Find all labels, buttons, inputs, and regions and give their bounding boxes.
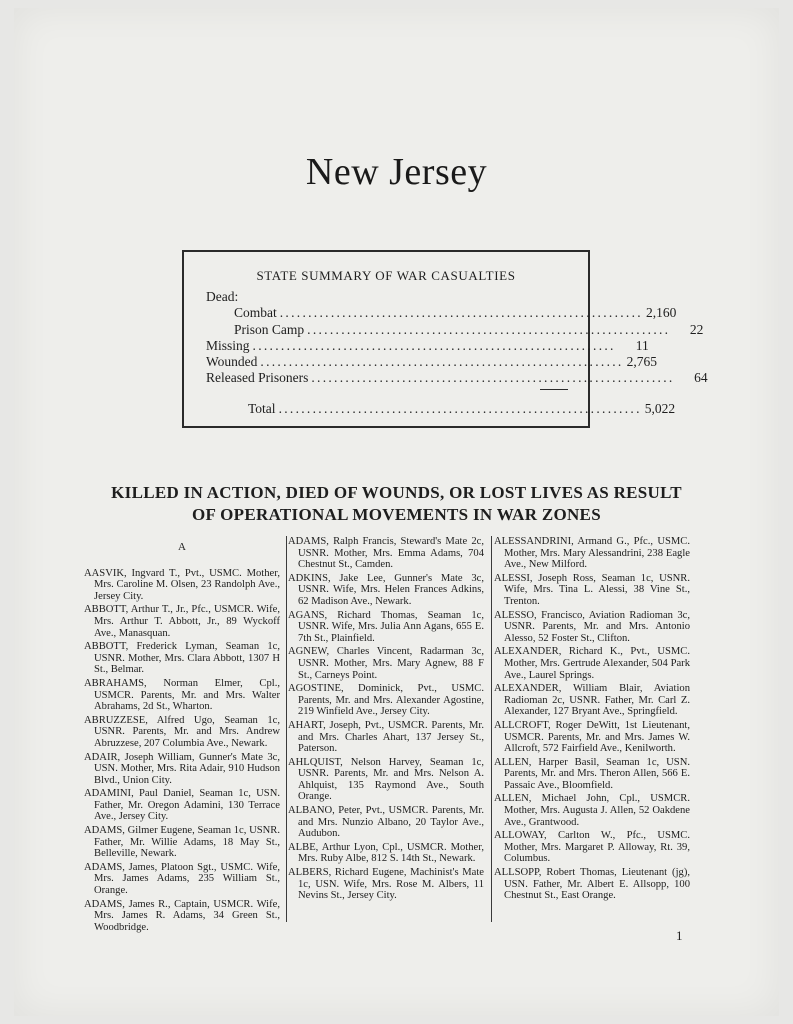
list-item: ALESSO, Francisco, Aviation Radioman 3c, USNR. Parents, Mr. and Mrs. Antonio Alesso, 52 Foster St., Clifton. (494, 609, 690, 644)
section-heading (60, 482, 733, 526)
list-item: AGNEW, Charles Vincent, Radarman 3c, USNR. Mother, Mrs. Mary Agnew, 88 F St., Carneys Point. (288, 646, 484, 681)
summary-value: 11 (635, 338, 649, 353)
list-item: ADKINS, Jake Lee, Gunner's Mate 3c, USNR. Wife, Mrs. Helen Frances Adkins, 62 Madison Ave., Newark. (288, 572, 484, 607)
leader-dots: ................................................................ (307, 322, 671, 337)
total-rule (540, 389, 568, 390)
list-item: ALESSI, Joseph Ross, Seaman 1c, USNR. Wife, Mrs. Tina L. Alessi, 38 Vine St., Trenton. (494, 572, 690, 607)
summary-label: Prison Camp (234, 322, 305, 337)
list-item: ALBANO, Peter, Pvt., USMCR. Parents, Mr. and Mrs. Nunzio Albano, 20 Taylor Ave., Audubon. (288, 805, 484, 840)
casualty-column-1 (84, 536, 280, 935)
summary-value: 64 (694, 370, 708, 385)
summary-row-missing (206, 338, 649, 355)
list-item: ABRUZZESE, Alfred Ugo, Seaman 1c, USNR. Parents, Mr. and Mrs. Andrew Abruzzese, 207 Columbia Ave., Newark. (84, 714, 280, 749)
section-heading-line-1: KILLED IN ACTION, DIED OF WOUNDS, OR LOST LIVES AS RESULT (111, 483, 682, 502)
summary-value: 2,765 (626, 354, 657, 369)
column-divider (286, 536, 287, 922)
summary-dead-label: Dead: (206, 289, 239, 304)
summary-label: Wounded (206, 354, 258, 369)
summary-row-wounded (206, 354, 657, 371)
summary-label: Total (248, 401, 276, 416)
list-item: ADAIR, Joseph William, Gunner's Mate 3c, USN. Mother, Mrs. Rita Adair, 910 Hudson Blvd., Union City. (84, 751, 280, 786)
page-number: 1 (676, 928, 683, 943)
leader-dots: ................................................................ (260, 354, 624, 369)
summary-heading: STATE SUMMARY OF WAR CASUALTIES (256, 268, 516, 283)
list-item: ALESSANDRINI, Armand G., Pfc., USMC. Mother, Mrs. Mary Alessandrini, 238 Eagle Ave., New Milford. (494, 536, 690, 571)
summary-value: 22 (689, 322, 704, 337)
list-item: AGANS, Richard Thomas, Seaman 1c, USNR. Wife, Mrs. Julia Ann Agans, 655 E. 7th St., Plainfield. (288, 609, 484, 644)
list-item: AHART, Joseph, Pvt., USMCR. Parents, Mr. and Mrs. Charles Ahart, 137 Jersey St., Paterson. (288, 719, 484, 755)
casualty-column-2 (288, 536, 484, 904)
list-item: AGOSTINE, Dominick, Pvt., USMC. Parents, Mr. and Mrs. Alexander Agostine, 219 Winfield Ave., Jersey City. (288, 683, 484, 718)
leader-dots: ................................................................ (279, 305, 643, 320)
casualty-column-3 (494, 536, 690, 904)
list-item: AHLQUIST, Nelson Harvey, Seaman 1c, USNR. Parents, Mr. and Mrs. Nelson A. Ahlquist, 135 Raymond Ave., South Orange. (288, 756, 484, 803)
leader-dots: ................................................................ (278, 401, 642, 416)
list-item: AASVIK, Ingvard T., Pvt., USMC. Mother, Mrs. Caroline M. Olsen, 23 Randolph Ave., Jersey City. (84, 567, 280, 602)
list-item: ABRAHAMS, Norman Elmer, Cpl., USMCR. Parents, Mr. and Mrs. Walter Abrahams, 2d St., Wharton. (84, 677, 280, 713)
column-divider (491, 536, 492, 922)
page-title: New Jersey (305, 151, 488, 193)
list-item: ADAMS, Gilmer Eugene, Seaman 1c, USNR. Father, Mr. Willie Adams, 18 May St., Belleville, Newark. (84, 825, 280, 860)
alphabet-letter: A (178, 541, 186, 553)
list-item: ADAMS, Ralph Francis, Steward's Mate 2c, USNR. Mother, Mrs. Emma Adams, 704 Chestnut St., Camden. (288, 536, 484, 571)
list-item: ALLOWAY, Carlton W., Pfc., USMC. Mother, Mrs. Margaret P. Alloway, Rt. 39, Columbus. (494, 830, 690, 865)
summary-label: Combat (234, 305, 277, 320)
leader-dots: ................................................................ (252, 338, 616, 353)
list-item: ABBOTT, Frederick Lyman, Seaman 1c, USNR. Mother, Mrs. Clara Abbott, 1307 H St., Belmar. (84, 641, 280, 676)
list-item: ALEXANDER, Richard K., Pvt., USMC. Mother, Mrs. Gertrude Alexander, 504 Park Ave., Laurel Springs. (494, 646, 690, 681)
list-item: ADAMINI, Paul Daniel, Seaman 1c, USN. Father, Mr. Oregon Adamini, 130 Terrace Ave., Jersey City. (84, 788, 280, 823)
list-item: ADAMS, James R., Captain, USMCR. Wife, Mrs. James R. Adams, 34 Green St., Woodbridge. (84, 898, 280, 933)
list-item: ALBERS, Richard Eugene, Machinist's Mate 1c, USN. Wife, Mrs. Rose M. Albers, 11 Nevins St., Jersey City. (288, 867, 484, 902)
summary-label: Released Prisoners (206, 370, 309, 385)
summary-row-total (248, 401, 676, 418)
summary-row-released-prisoners (206, 370, 708, 387)
summary-dead-label-row (206, 289, 568, 306)
list-item: ADAMS, James, Platoon Sgt., USMC. Wife, Mrs. James Adams, 235 William St., Orange. (84, 861, 280, 897)
list-item: ALLEN, Michael John, Cpl., USMCR. Mother, Mrs. Augusta J. Allen, 52 Oakdene Ave., Grantwood. (494, 793, 690, 828)
casualty-summary-box (182, 250, 708, 428)
list-item: ALLSOPP, Robert Thomas, Lieutenant (jg), USN. Father, Mr. Albert E. Allsopp, 100 Chestnut St., East Orange. (494, 867, 690, 902)
list-item: ALLCROFT, Roger DeWitt, 1st Lieutenant, USMCR. Parents, Mr. and Mrs. James W. Allcroft, 572 Fairfield Ave., Kenilworth. (494, 719, 690, 755)
list-item: ABBOTT, Arthur T., Jr., Pfc., USMCR. Wife, Mrs. Arthur T. Abbott, Jr., 89 Wyckoff Ave., Manasquan. (84, 604, 280, 639)
section-heading-line-2: OF OPERATIONAL MOVEMENTS IN WAR ZONES (192, 505, 601, 524)
list-item: ALBE, Arthur Lyon, Cpl., USMCR. Mother, Mrs. Ruby Albe, 812 S. 14th St., Newark. (288, 841, 484, 865)
list-item: ALEXANDER, William Blair, Aviation Radioman 2c, USNR. Father, Mr. Carl Z. Alexander, 127 Bryant Ave., Springfield. (494, 683, 690, 718)
summary-label: Missing (206, 338, 250, 353)
list-item: ALLEN, Harper Basil, Seaman 1c, USN. Parents, Mr. and Mrs. Theron Allen, 566 E. Passaic Ave., Bloomfield. (494, 756, 690, 791)
summary-value: 5,022 (644, 401, 676, 416)
leader-dots: ................................................................ (311, 370, 675, 385)
summary-value: 2,160 (645, 305, 677, 320)
summary-row-prison-camp (234, 322, 704, 339)
summary-row-combat (234, 305, 677, 322)
